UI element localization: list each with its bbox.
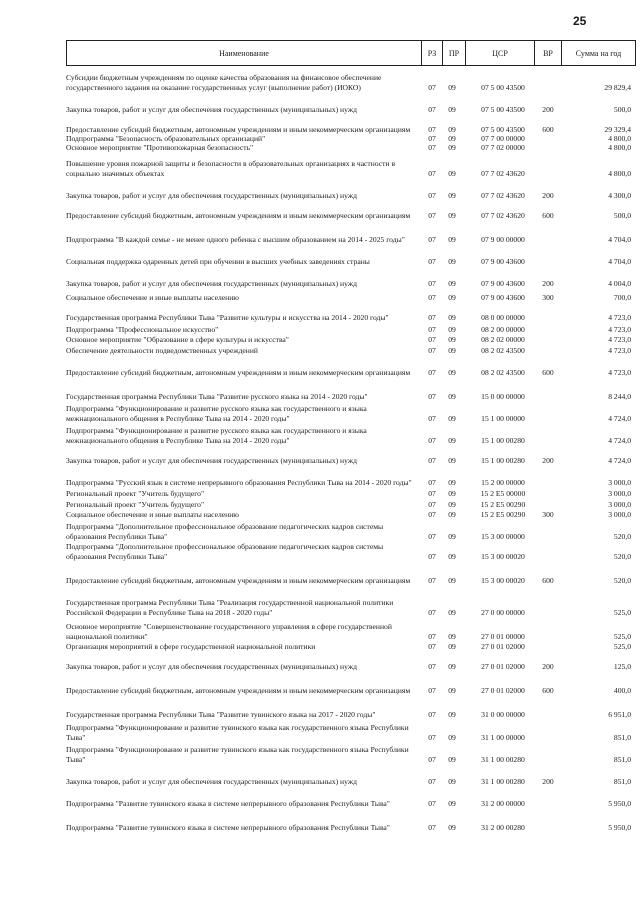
row-csr: 27 0 01 02000	[481, 641, 525, 651]
row-name: Предоставление субсидий бюджетным, автономным учреждениям и иным некоммерческим организациям	[66, 210, 411, 220]
row-csr: 31 1 00 00280	[481, 754, 525, 764]
row-csr: 15 2 E5 00290	[480, 509, 526, 519]
row-rz: 07	[428, 435, 436, 445]
row-csr: 27 0 01 00000	[481, 631, 525, 641]
row-pr: 09	[448, 82, 456, 92]
row-pr: 09	[448, 551, 456, 561]
row-csr: 15 0 00 00000	[481, 391, 525, 401]
table-row	[66, 244, 636, 266]
row-rz: 07	[428, 312, 436, 322]
table-row	[66, 134, 636, 143]
row-pr: 09	[448, 685, 456, 695]
row-sum: 525,0	[613, 607, 631, 617]
row-sum: 4 800,0	[608, 142, 631, 152]
row-vr: 600	[542, 124, 554, 134]
table-row	[66, 585, 636, 617]
row-rz: 07	[428, 661, 436, 671]
row-csr: 27 0 01 02000	[481, 661, 525, 671]
row-pr: 09	[448, 531, 456, 541]
row-sum: 700,0	[613, 292, 631, 302]
row-pr: 09	[448, 477, 456, 487]
row-name: Предоставление субсидий бюджетным, автономным учреждениям и иным некоммерческим организациям	[66, 124, 411, 134]
row-pr: 09	[448, 168, 456, 178]
table-row	[66, 509, 636, 519]
row-csr: 15 1 00 00000	[481, 413, 525, 423]
row-rz: 07	[428, 754, 436, 764]
row-sum: 3 000,0	[608, 509, 631, 519]
row-pr: 09	[448, 324, 456, 334]
row-vr: 300	[542, 509, 554, 519]
table-row	[66, 401, 636, 423]
row-rz: 07	[428, 234, 436, 244]
row-rz: 07	[428, 133, 436, 143]
row-pr: 09	[448, 413, 456, 423]
row-sum: 3 000,0	[608, 488, 631, 498]
table-row	[66, 671, 636, 695]
row-rz: 07	[428, 607, 436, 617]
row-sum: 6 951,0	[608, 709, 631, 719]
header-name: Наименование	[67, 41, 422, 66]
row-rz: 07	[428, 345, 436, 355]
table-row	[66, 288, 636, 302]
row-sum: 851,0	[613, 732, 631, 742]
table-row	[66, 200, 636, 220]
row-sum: 4 704,0	[608, 234, 631, 244]
row-name: Подпрограмма "Функционирование и развитие русского языка как государственного и языка межнационального общения в Республике Тыва на 2014 - 2020 годы"	[66, 404, 367, 423]
row-rz: 07	[428, 124, 436, 134]
row-sum: 29 329,4	[604, 124, 631, 134]
row-csr: 08 2 02 00000	[481, 334, 525, 344]
row-csr: 31 2 00 00000	[481, 798, 525, 808]
row-sum: 851,0	[613, 776, 631, 786]
row-csr: 08 2 02 43500	[481, 367, 525, 377]
row-name: Подпрограмма "Русский язык в системе непрерывного образования Республики Тыва на 2014 - 2020 годы"	[66, 477, 412, 487]
table-row	[66, 541, 636, 561]
row-sum: 4 004,0	[608, 278, 631, 288]
row-name: Подпрограмма "Дополнительное профессиональное образование педагогических кадров системы образования Республики Тыва"	[66, 542, 384, 561]
row-csr: 31 1 00 00280	[481, 776, 525, 786]
row-rz: 07	[428, 391, 436, 401]
row-vr: 200	[542, 776, 554, 786]
row-name: Закупка товаров, работ и услуг для обеспечения государственных (муниципальных) нужд	[66, 661, 357, 671]
row-name: Подпрограмма "Развитие тувинского языка в системе непрерывного образования Республики Тыва"	[66, 822, 390, 832]
table-row	[66, 651, 636, 671]
row-rz: 07	[428, 822, 436, 832]
row-pr: 09	[448, 488, 456, 498]
row-pr: 09	[448, 798, 456, 808]
row-name: Закупка товаров, работ и услуг для обеспечения государственных (муниципальных) нужд	[66, 190, 357, 200]
row-name: Обеспечение деятельности подведомственных учреждений	[66, 345, 258, 355]
row-sum: 4 723,0	[608, 345, 631, 355]
row-rz: 07	[428, 685, 436, 695]
budget-table-body	[66, 66, 636, 832]
row-rz: 07	[428, 499, 436, 509]
row-csr: 07 7 02 00000	[481, 142, 525, 152]
row-pr: 09	[448, 509, 456, 519]
table-row	[66, 266, 636, 288]
row-name: Закупка товаров, работ и услуг для обеспечения государственных (муниципальных) нужд	[66, 776, 357, 786]
table-row	[66, 344, 636, 355]
table-row	[66, 742, 636, 764]
table-row	[66, 220, 636, 244]
row-rz: 07	[428, 168, 436, 178]
row-sum: 3 000,0	[608, 499, 631, 509]
row-pr: 09	[448, 312, 456, 322]
row-rz: 07	[428, 509, 436, 519]
row-pr: 09	[448, 104, 456, 114]
row-rz: 07	[428, 334, 436, 344]
table-row	[66, 764, 636, 786]
row-name: Социальное обеспечение и иные выплаты населению	[66, 509, 239, 519]
row-name: Социальное обеспечение и иные выплаты населению	[66, 292, 239, 302]
table-row	[66, 355, 636, 377]
table-row	[66, 302, 636, 322]
row-name: Государственная программа Республики Тыва "Развитие тувинского языка на 2017 - 2020 годы"	[66, 709, 376, 719]
row-name: Региональный проект "Учитель будущего"	[66, 499, 205, 509]
row-rz: 07	[428, 104, 436, 114]
row-pr: 09	[448, 142, 456, 152]
table-row	[66, 66, 636, 92]
header-pr: ПР	[443, 41, 466, 66]
row-rz: 07	[428, 256, 436, 266]
table-row	[66, 92, 636, 114]
row-sum: 520,0	[613, 575, 631, 585]
header-vr: ВР	[535, 41, 562, 66]
table-row	[66, 445, 636, 465]
row-rz: 07	[428, 210, 436, 220]
row-name: Основное мероприятие "Образование в сфере культуры и искусства"	[66, 334, 289, 344]
row-sum: 4 723,0	[608, 324, 631, 334]
row-csr: 07 9 00 00000	[481, 234, 525, 244]
row-rz: 07	[428, 798, 436, 808]
row-csr: 31 2 00 00280	[481, 822, 525, 832]
table-row	[66, 786, 636, 808]
row-sum: 5 950,0	[608, 798, 631, 808]
row-csr: 08 0 00 00000	[481, 312, 525, 322]
header-csr: ЦСР	[466, 41, 535, 66]
row-csr: 07 9 00 43600	[481, 256, 525, 266]
row-sum: 125,0	[613, 661, 631, 671]
row-vr: 600	[542, 685, 554, 695]
row-pr: 09	[448, 190, 456, 200]
row-sum: 29 829,4	[604, 82, 631, 92]
row-csr: 07 7 02 43620	[481, 168, 525, 178]
table-row	[66, 178, 636, 200]
row-pr: 09	[448, 133, 456, 143]
page-number: 25	[573, 14, 587, 28]
row-rz: 07	[428, 641, 436, 651]
row-pr: 09	[448, 345, 456, 355]
row-pr: 09	[448, 732, 456, 742]
row-pr: 09	[448, 292, 456, 302]
row-csr: 15 1 00 00280	[481, 435, 525, 445]
table-row	[66, 114, 636, 134]
row-sum: 4 704,0	[608, 256, 631, 266]
table-row	[66, 465, 636, 487]
row-vr: 200	[542, 190, 554, 200]
table-header	[66, 40, 636, 66]
row-pr: 09	[448, 754, 456, 764]
row-sum: 400,0	[613, 685, 631, 695]
table-row	[66, 808, 636, 832]
row-rz: 07	[428, 324, 436, 334]
table-row	[66, 519, 636, 541]
row-sum: 3 000,0	[608, 477, 631, 487]
table-row	[66, 561, 636, 585]
row-rz: 07	[428, 631, 436, 641]
row-pr: 09	[448, 631, 456, 641]
row-csr: 07 7 02 43620	[481, 190, 525, 200]
row-csr: 31 1 00 00000	[481, 732, 525, 742]
row-csr: 27 0 01 02000	[481, 685, 525, 695]
row-sum: 8 244,0	[608, 391, 631, 401]
row-vr: 200	[542, 104, 554, 114]
row-rz: 07	[428, 142, 436, 152]
row-name: Подпрограмма "Профессиональное искусство"	[66, 324, 219, 334]
row-rz: 07	[428, 367, 436, 377]
row-sum: 4 800,0	[608, 133, 631, 143]
table-row	[66, 143, 636, 152]
row-sum: 5 950,0	[608, 822, 631, 832]
row-rz: 07	[428, 575, 436, 585]
row-pr: 09	[448, 661, 456, 671]
row-name: Организация мероприятий в сфере государственной национальной политики	[66, 641, 316, 651]
row-name: Государственная программа Республики Тыва "Реализация государственной национальной политики Российской Федерации в Республике Тыва на 2018 - 2020 годы"	[66, 598, 394, 617]
row-csr: 07 9 00 43600	[481, 278, 525, 288]
row-csr: 08 2 00 00000	[481, 324, 525, 334]
row-pr: 09	[448, 641, 456, 651]
row-name: Подпрограмма "Функционирование и развитие русского языка как государственного и языка межнационального общения в Республике Тыва на 2014 - 2020 годы"	[66, 426, 367, 445]
row-csr: 15 2 00 00000	[481, 477, 525, 487]
row-csr: 07 7 00 00000	[481, 133, 525, 143]
row-csr: 15 2 E5 00000	[480, 488, 526, 498]
row-name: Подпрограмма "Дополнительное профессиональное образование педагогических кадров системы образования Республики Тыва"	[66, 522, 384, 541]
row-name: Закупка товаров, работ и услуг для обеспечения государственных (муниципальных) нужд	[66, 104, 357, 114]
row-name: Повышение уровня пожарной защиты и безопасности в образовательных организациях в частности в социально значимых объектах	[66, 159, 396, 178]
row-csr: 15 2 E5 00290	[480, 499, 526, 509]
row-rz: 07	[428, 82, 436, 92]
row-vr: 600	[542, 367, 554, 377]
table-row	[66, 377, 636, 401]
row-pr: 09	[448, 709, 456, 719]
row-vr: 200	[542, 661, 554, 671]
row-csr: 07 5 00 43500	[481, 124, 525, 134]
row-vr: 200	[542, 278, 554, 288]
row-rz: 07	[428, 709, 436, 719]
row-name: Региональный проект "Учитель будущего"	[66, 488, 205, 498]
row-pr: 09	[448, 776, 456, 786]
row-pr: 09	[448, 210, 456, 220]
row-name: Социальная поддержка одаренных детей при обучении в высших учебных заведениях страны	[66, 256, 370, 266]
row-pr: 09	[448, 367, 456, 377]
table-row	[66, 695, 636, 719]
row-sum: 4 723,0	[608, 334, 631, 344]
table-row	[66, 719, 636, 742]
row-pr: 09	[448, 607, 456, 617]
row-vr: 600	[542, 575, 554, 585]
row-rz: 07	[428, 477, 436, 487]
row-csr: 27 0 00 00000	[481, 607, 525, 617]
row-name: Государственная программа Республики Тыва "Развитие культуры и искусства на 2014 - 2020 годы"	[66, 312, 389, 322]
row-rz: 07	[428, 190, 436, 200]
row-rz: 07	[428, 551, 436, 561]
row-name: Предоставление субсидий бюджетным, автономным учреждениям и иным некоммерческим организациям	[66, 575, 411, 585]
row-sum: 525,0	[613, 641, 631, 651]
row-sum: 4 723,0	[608, 367, 631, 377]
row-pr: 09	[448, 575, 456, 585]
row-name: Подпрограмма "Функционирование и развитие тувинского языка как государственного языка Республики Тыва"	[66, 745, 409, 764]
table-row	[66, 498, 636, 509]
row-csr: 15 1 00 00280	[481, 455, 525, 465]
table-row	[66, 487, 636, 498]
row-csr: 15 3 00 00000	[481, 531, 525, 541]
row-name: Государственная программа Республики Тыва "Развитие русского языка на 2014 - 2020 годы"	[66, 391, 368, 401]
row-csr: 07 7 02 43620	[481, 210, 525, 220]
row-pr: 09	[448, 256, 456, 266]
row-csr: 15 3 00 00020	[481, 575, 525, 585]
row-vr: 300	[542, 292, 554, 302]
row-pr: 09	[448, 435, 456, 445]
row-csr: 08 2 02 43500	[481, 345, 525, 355]
row-name: Подпрограмма "В каждой семье - не менее одного ребенка с высшим образованием на 2014 - 2025 годы"	[66, 234, 405, 244]
table-row	[66, 152, 636, 178]
row-pr: 09	[448, 334, 456, 344]
row-csr: 15 3 00 00020	[481, 551, 525, 561]
row-rz: 07	[428, 413, 436, 423]
row-name: Закупка товаров, работ и услуг для обеспечения государственных (муниципальных) нужд	[66, 278, 357, 288]
row-sum: 4 724,0	[608, 435, 631, 445]
table-row	[66, 423, 636, 445]
table-row	[66, 641, 636, 651]
row-name: Основное мероприятие "Совершенствование государственного управления в сфере государственной национальной политики"	[66, 622, 392, 641]
row-rz: 07	[428, 488, 436, 498]
row-name: Субсидии бюджетным учреждениям по оценке качества образования на финансовое обеспечение государственного задания на оказание государственных услуг (выполнение работ) (ИОКО)	[66, 73, 382, 92]
row-pr: 09	[448, 499, 456, 509]
row-csr: 31 0 00 00000	[481, 709, 525, 719]
row-sum: 851,0	[613, 754, 631, 764]
row-sum: 4 723,0	[608, 312, 631, 322]
row-name: Подпрограмма "Безопасность образовательных организаций"	[66, 133, 266, 143]
row-pr: 09	[448, 391, 456, 401]
row-rz: 07	[428, 531, 436, 541]
row-pr: 09	[448, 455, 456, 465]
row-csr: 07 9 00 43600	[481, 292, 525, 302]
row-name: Подпрограмма "Развитие тувинского языка в системе непрерывного образования Республики Тыва"	[66, 798, 390, 808]
header-rz: РЗ	[422, 41, 443, 66]
row-sum: 500,0	[613, 210, 631, 220]
row-rz: 07	[428, 455, 436, 465]
row-sum: 525,0	[613, 631, 631, 641]
row-sum: 4 800,0	[608, 168, 631, 178]
row-name: Подпрограмма "Функционирование и развитие тувинского языка как государственного языка Республики Тыва"	[66, 723, 409, 742]
row-pr: 09	[448, 124, 456, 134]
row-pr: 09	[448, 234, 456, 244]
row-pr: 09	[448, 278, 456, 288]
row-vr: 600	[542, 210, 554, 220]
table-row	[66, 322, 636, 334]
header-sum: Сумма на год	[562, 41, 636, 66]
row-sum: 4 724,0	[608, 455, 631, 465]
row-csr: 07 5 00 43500	[481, 82, 525, 92]
row-sum: 520,0	[613, 531, 631, 541]
row-rz: 07	[428, 278, 436, 288]
row-sum: 520,0	[613, 551, 631, 561]
row-sum: 4 300,0	[608, 190, 631, 200]
table-row	[66, 334, 636, 344]
row-pr: 09	[448, 822, 456, 832]
row-name: Закупка товаров, работ и услуг для обеспечения государственных (муниципальных) нужд	[66, 455, 357, 465]
row-rz: 07	[428, 292, 436, 302]
row-name: Основное мероприятие "Противопожарная безопасность"	[66, 142, 254, 152]
row-name: Предоставление субсидий бюджетным, автономным учреждениям и иным некоммерческим организациям	[66, 685, 411, 695]
row-rz: 07	[428, 776, 436, 786]
row-vr: 200	[542, 455, 554, 465]
row-csr: 07 5 00 43500	[481, 104, 525, 114]
row-rz: 07	[428, 732, 436, 742]
row-sum: 500,0	[613, 104, 631, 114]
row-sum: 4 724,0	[608, 413, 631, 423]
table-row	[66, 617, 636, 641]
row-name: Предоставление субсидий бюджетным, автономным учреждениям и иным некоммерческим организациям	[66, 367, 411, 377]
